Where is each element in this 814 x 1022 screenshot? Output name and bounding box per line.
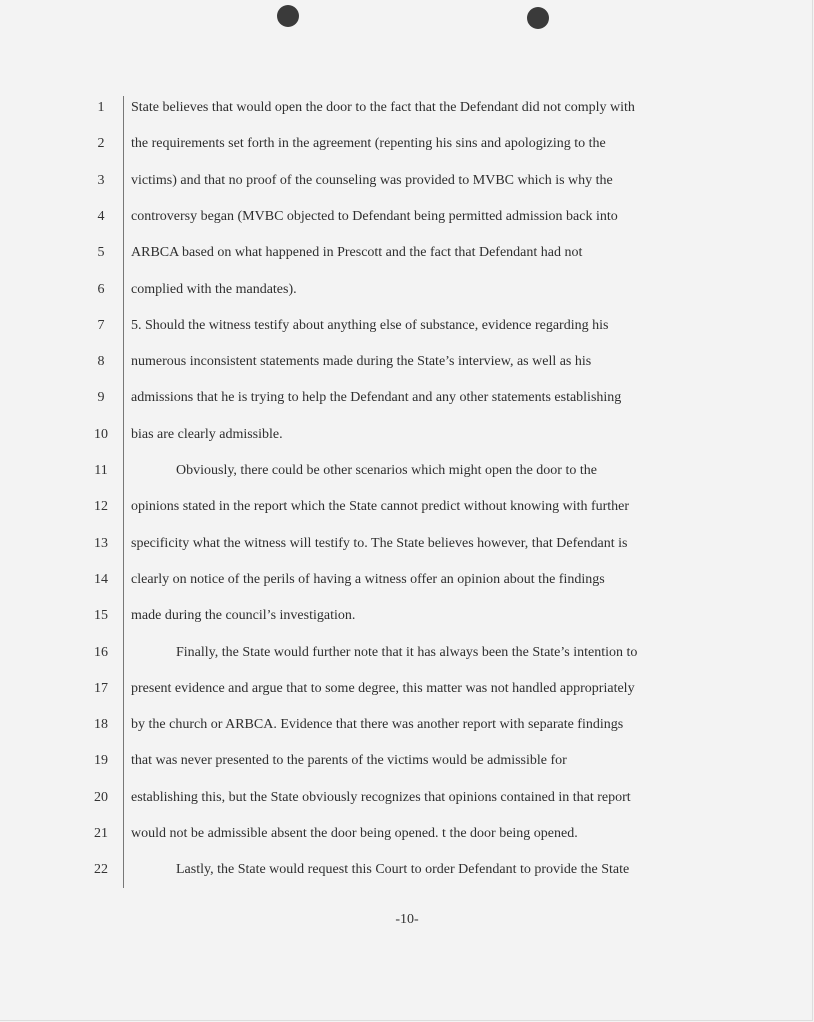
line-text: complied with the mandates). xyxy=(131,282,297,297)
line-number: 9 xyxy=(97,390,105,405)
line-number: 16 xyxy=(94,645,108,660)
line-text: specificity what the witness will testify to. The State believes however, that Defendant is xyxy=(131,536,628,551)
line-text: clearly on notice of the perils of having a witness offer an opinion about the findings xyxy=(131,572,605,587)
line-number: 1 xyxy=(97,100,105,115)
line-text: Finally, the State would further note that it has always been the State’s intention to xyxy=(176,645,638,660)
line-text: establishing this, but the State obviously recognizes that opinions contained in that report xyxy=(131,790,631,805)
line-text: the requirements set forth in the agreement (repenting his sins and apologizing to the xyxy=(131,136,606,151)
line-text: 5. Should the witness testify about anything else of substance, evidence regarding his xyxy=(131,318,609,333)
line-text: made during the council’s investigation. xyxy=(131,608,356,623)
line-text: victims) and that no proof of the counseling was provided to MVBC which is why the xyxy=(131,173,613,188)
punch-hole-right xyxy=(527,7,549,29)
line-text: Obviously, there could be other scenarios which might open the door to the xyxy=(176,463,597,478)
line-text: numerous inconsistent statements made during the State’s interview, as well as his xyxy=(131,354,592,369)
line-text: would not be admissible absent the door being opened. t the door being opened. xyxy=(131,826,578,841)
page-number: -10- xyxy=(395,912,419,927)
line-number: 20 xyxy=(94,790,108,805)
line-number-rule xyxy=(123,96,124,888)
line-text: bias are clearly admissible. xyxy=(131,427,283,442)
line-text: State believes that would open the door to the fact that the Defendant did not comply with xyxy=(131,100,635,115)
line-number: 19 xyxy=(94,753,108,768)
line-number: 22 xyxy=(94,862,108,877)
line-text: Lastly, the State would request this Court to order Defendant to provide the State xyxy=(176,862,630,877)
line-text: by the church or ARBCA. Evidence that there was another report with separate findings xyxy=(131,717,624,732)
line-number: 11 xyxy=(94,463,108,478)
line-text: ARBCA based on what happened in Prescott and the fact that Defendant had not xyxy=(131,245,583,260)
line-text: controversy began (MVBC objected to Defendant being permitted admission back into xyxy=(131,209,618,224)
line-number: 14 xyxy=(94,572,108,587)
line-number: 13 xyxy=(94,536,108,551)
line-number: 2 xyxy=(97,136,105,151)
line-number: 8 xyxy=(97,354,105,369)
line-text: opinions stated in the report which the State cannot predict without knowing with further xyxy=(131,499,630,514)
line-number: 18 xyxy=(94,717,108,732)
line-number: 5 xyxy=(97,245,105,260)
punch-hole-left xyxy=(277,5,299,27)
line-number: 7 xyxy=(97,318,105,333)
line-number: 15 xyxy=(94,608,108,623)
line-number: 12 xyxy=(94,499,108,514)
line-text: present evidence and argue that to some degree, this matter was not handled appropriately xyxy=(131,681,635,696)
line-number: 17 xyxy=(94,681,108,696)
line-number: 3 xyxy=(97,173,105,188)
line-number: 10 xyxy=(94,427,108,442)
line-number: 6 xyxy=(97,282,105,297)
line-number: 4 xyxy=(97,209,105,224)
line-text: admissions that he is trying to help the Defendant and any other statements establishing xyxy=(131,390,622,405)
line-text: that was never presented to the parents of the victims would be admissible for xyxy=(131,753,567,768)
line-number: 21 xyxy=(94,826,108,841)
